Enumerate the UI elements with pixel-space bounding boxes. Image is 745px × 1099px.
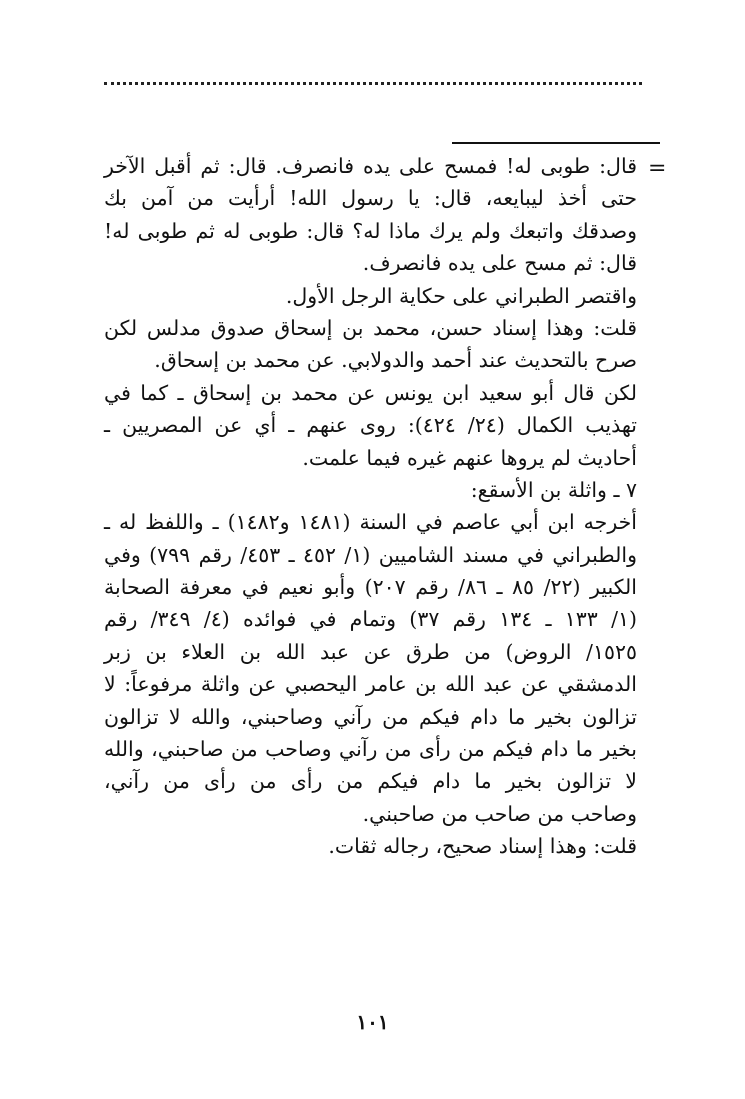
text-line: تزالون بخير ما دام فيكم من رآني وصاحبني، والله لا تزالون <box>104 704 637 729</box>
text-line: قال: طوبى له! فمسح على يده فانصرف. قال: ثم أقبل الآخر <box>104 154 637 178</box>
section-heading: ٧ ـ واثلة بن الأسقع: <box>470 477 637 502</box>
text-line: أخرجه ابن أبي عاصم في السنة (١٤٨١ و١٤٨٢) ـ واللفظ له ـ <box>104 510 637 535</box>
text-line: وصاحب من صاحب من صاحبني. <box>362 801 637 826</box>
text-line: حتى أخذ ليبايعه، قال: يا رسول الله! أرأيت من آمن بك <box>104 186 637 211</box>
footnote-separator-rule <box>452 142 660 144</box>
footnote-continuation-mark: = <box>648 156 667 181</box>
text-line: ١٥٢٥/ الروض) من طرق عن عبد الله بن العلاء بن زبر <box>104 639 637 664</box>
text-line: (١/ ١٣٣ ـ ١٣٤ رقم ٣٧) وتمام في فوائده (٤/ ٣٤٩/ رقم <box>104 607 637 632</box>
text-line: الدمشقي عن عبد الله بن عامر اليحصبي عن واثلة مرفوعاً: لا <box>104 672 637 697</box>
text-line: قال: ثم مسح على يده فانصرف. <box>362 251 637 276</box>
page-number: ١٠١ <box>356 1010 389 1034</box>
text-line: قلت: وهذا إسناد صحيح، رجاله ثقات. <box>328 834 637 859</box>
text-line: بخير ما دام فيكم من رأى من رآني وصاحب من صاحبني، والله <box>104 737 637 762</box>
footnote-text <box>104 150 637 863</box>
text-line: والطبراني في مسند الشاميين (١/ ٤٥٢ ـ ٤٥٣/ رقم ٧٩٩) وفي <box>104 542 637 567</box>
text-line: قلت: وهذا إسناد حسن، محمد بن إسحاق صدوق مدلس لكن <box>104 315 637 340</box>
header-dotted-rule <box>104 82 642 85</box>
text-line: لا تزالون بخير ما دام فيكم من رأى من رأى من رآني، <box>104 769 637 794</box>
text-line: واقتصر الطبراني على حكاية الرجل الأول. <box>285 283 637 308</box>
text-line: تهذيب الكمال (٢٤/ ٤٢٤): روى عنهم ـ أي عن المصريين ـ <box>104 413 637 438</box>
text-line: الكبير (٢٢/ ٨٥ ـ ٨٦/ رقم ٢٠٧) وأبو نعيم في معرفة الصحابة <box>104 575 637 600</box>
text-line: أحاديث لم يروها عنهم غيره فيما علمت. <box>302 445 637 470</box>
text-line: لكن قال أبو سعيد ابن يونس عن محمد بن إسحاق ـ كما في <box>104 380 637 405</box>
text-line: وصدقك واتبعك ولم يرك ماذا له؟ قال: طوبى له ثم طوبى له! <box>104 218 637 243</box>
text-line: صرح بالتحديث عند أحمد والدولابي. عن محمد بن إسحاق. <box>154 348 637 373</box>
